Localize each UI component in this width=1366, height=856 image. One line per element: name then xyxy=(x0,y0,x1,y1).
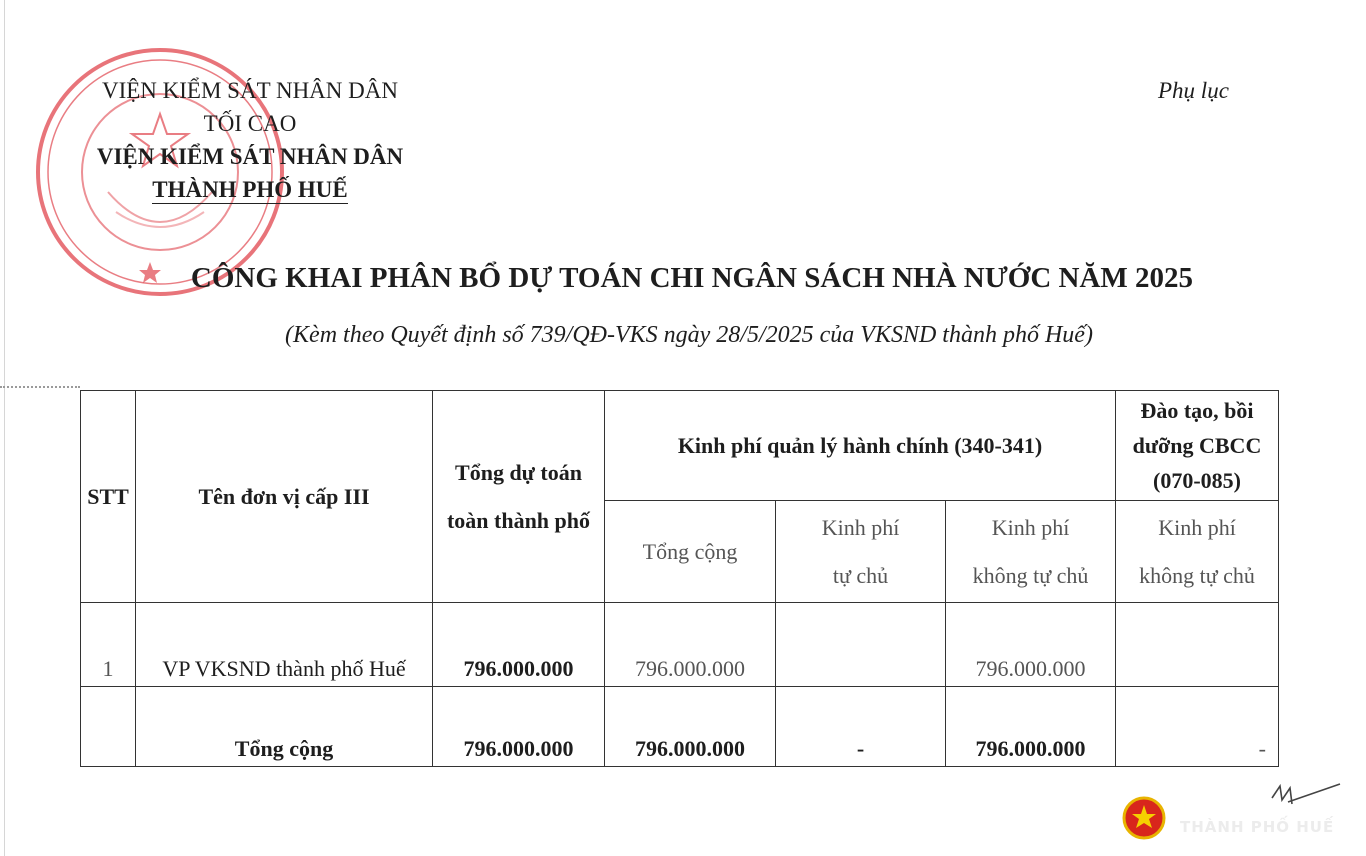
budget-table xyxy=(80,390,1279,767)
header-unit-name: Tên đơn vị cấp III xyxy=(136,391,433,603)
org-parent-line2: TỐI CAO xyxy=(203,111,297,136)
handwritten-initial-mark xyxy=(1266,778,1346,814)
subheader-auto-line1: Kinh phí xyxy=(821,514,900,540)
header-total-line1: Tổng dự toán xyxy=(455,459,582,485)
subheader-admin-total: Tổng cộng xyxy=(605,501,776,603)
total-row-non-auto: 796.000.000 xyxy=(946,687,1116,767)
subheader-auto-line2: tự chủ xyxy=(832,562,889,588)
org-unit-line2: THÀNH PHỐ HUẾ xyxy=(152,177,348,202)
subheader-training-non-auto xyxy=(1116,501,1279,603)
row-stt: 1 xyxy=(81,603,136,687)
total-row-admin-total: 796.000.000 xyxy=(605,687,776,767)
subheader-training-line1: Kinh phí xyxy=(1158,514,1236,540)
row-unit-name: VP VKSND thành phố Huế xyxy=(136,603,433,687)
subheader-non-auto-line2: không tự chủ xyxy=(972,562,1089,588)
national-emblem-icon xyxy=(1122,796,1166,840)
header-training-line3: (070-085) xyxy=(1153,468,1241,493)
row-training xyxy=(1116,603,1279,687)
subheader-non-auto xyxy=(946,501,1116,603)
total-row-label: Tổng cộng xyxy=(136,687,433,767)
watermark-text: THÀNH PHỐ HUẾ xyxy=(1180,818,1335,836)
margin-dotted-line xyxy=(0,386,80,388)
row-total: 796.000.000 xyxy=(433,603,605,687)
row-non-auto: 796.000.000 xyxy=(946,603,1116,687)
total-row xyxy=(81,687,1279,767)
header-total-estimate xyxy=(433,391,605,603)
document-subtitle: (Kèm theo Quyết định số 739/QĐ-VKS ngày 28/5/2025 của VKSND thành phố Huế) xyxy=(285,322,1093,348)
row-admin-total: 796.000.000 xyxy=(605,603,776,687)
row-auto xyxy=(776,603,946,687)
org-unit-line1: VIỆN KIỂM SÁT NHÂN DÂN xyxy=(96,144,404,169)
page-edge-line xyxy=(4,0,5,856)
header-training-group xyxy=(1116,391,1279,501)
total-row-total: 796.000.000 xyxy=(433,687,605,767)
header-stt: STT xyxy=(81,391,136,603)
header-admin-group: Kinh phí quản lý hành chính (340-341) xyxy=(605,391,1116,501)
appendix-label: Phụ lục xyxy=(1158,78,1229,103)
document-title: CÔNG KHAI PHÂN BỔ DỰ TOÁN CHI NGÂN SÁCH NHÀ NƯỚC NĂM 2025 xyxy=(190,262,1194,294)
header-total-line2: toàn thành phố xyxy=(446,507,591,533)
total-row-stt xyxy=(81,687,136,767)
total-row-training: - xyxy=(1116,687,1279,767)
subheader-training-line2: không tự chủ xyxy=(1139,562,1255,588)
organization-header xyxy=(70,74,430,206)
table-row xyxy=(81,603,1279,687)
org-parent-line1: VIỆN KIỂM SÁT NHÂN DÂN xyxy=(101,78,398,103)
header-training-line2: dưỡng CBCC xyxy=(1132,433,1262,458)
subheader-auto xyxy=(776,501,946,603)
header-training-line1: Đào tạo, bồi xyxy=(1140,398,1254,423)
total-row-auto: - xyxy=(776,687,946,767)
subheader-non-auto-line1: Kinh phí xyxy=(991,514,1070,540)
